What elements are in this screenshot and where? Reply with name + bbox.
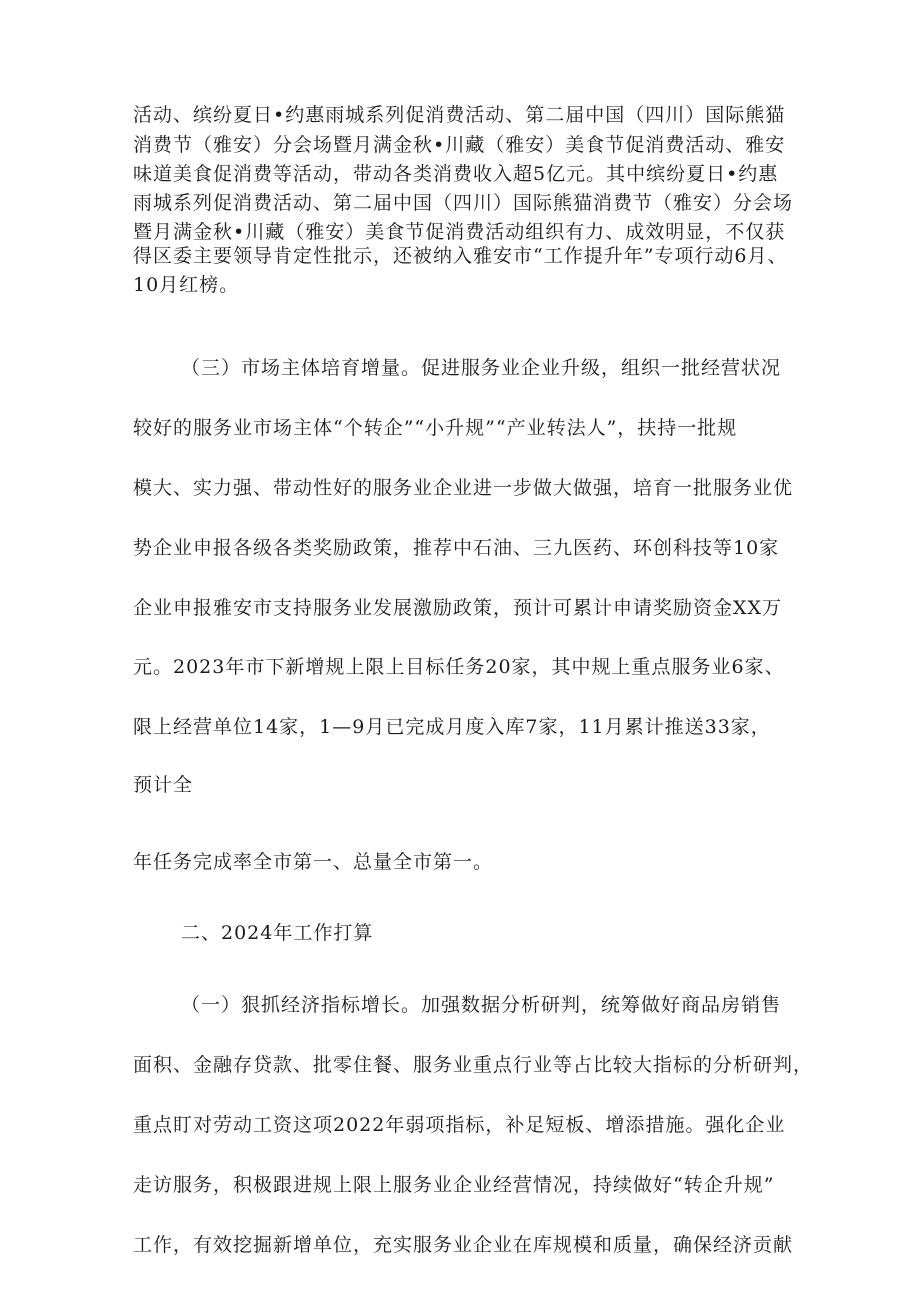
paragraph-2-line-8: 预计全 (133, 774, 194, 796)
paragraph-1-line-4: 雨城系列促消费活动、第二届中国（四川）国际熊猫消费节（雅安）分会场 (133, 192, 794, 214)
paragraph-1-line-3: 味道美食促消费等活动，带动各类消费收入超5亿元。其中缤纷夏日•约惠 (133, 163, 779, 185)
paragraph-3-line-3: 重点盯对劳动工资这项2022年弱项指标，补足短板、增添措施。强化企业 (133, 1114, 786, 1136)
paragraph-1-line-5: 暨月满金秋•川藏（雅安）美食节促消费活动组织有力、成效明显，不仅获 (133, 221, 786, 243)
paragraph-3-line-1: （一）狠抓经济指标增长。加强数据分析研判，统筹做好商品房销售 (181, 994, 782, 1016)
paragraph-1-line-6: 得区委主要领导肯定性批示，还被纳入雅安市“工作提升年”专项行动6月、 (133, 245, 788, 267)
paragraph-1-line-1: 活动、缤纷夏日•约惠雨城系列促消费活动、第二届中国（四川）国际熊猫 (133, 104, 786, 126)
paragraph-2-line-3: 模大、实力强、带动性好的服务业企业进一步做大做强，培育一批服务业优 (133, 477, 794, 499)
paragraph-2-line-2: 较好的服务业市场主体“个转企”“小升规”“产业转法人”，扶持一批规 (133, 417, 738, 439)
paragraph-2-line-4: 势企业申报各级各类奖励政策，推荐中石油、三九医药、环创科技等10家 (133, 537, 780, 559)
paragraph-2-line-9: 年任务完成率全市第一、总量全市第一。 (133, 851, 494, 873)
paragraph-2-line-6: 元。2023年市下新增规上限上目标任务20家，其中规上重点服务业6家、 (133, 656, 785, 678)
paragraph-2-line-7: 限上经营单位14家，1—9月已完成月度入库7家，11月累计推送33家， (133, 716, 771, 738)
paragraph-3-line-2: 面积、金融存贷款、批零住餐、服务业重点行业等占比较大指标的分析研判， (133, 1054, 814, 1076)
section-heading: 二、2024年工作打算 (181, 922, 374, 944)
paragraph-1-line-2: 消费节（雅安）分会场暨月满金秋•川藏（雅安）美食节促消费活动、雅安 (133, 134, 786, 156)
paragraph-3-line-5: 工作，有效挖掘新增单位，充实服务业企业在库规模和质量，确保经济贡献 (133, 1234, 794, 1256)
paragraph-3-line-4: 走访服务，积极跟进规上限上服务业企业经营情况，持续做好“转企升规” (133, 1174, 775, 1196)
paragraph-1-line-7: 10月红榜。 (133, 274, 240, 296)
paragraph-2-line-5: 企业申报雅安市支持服务业发展激励政策，预计可累计申请奖励资金XX万 (133, 597, 783, 619)
paragraph-2-line-1: （三）市场主体培育增量。促进服务业企业升级，组织一批经营状况 (181, 357, 782, 379)
